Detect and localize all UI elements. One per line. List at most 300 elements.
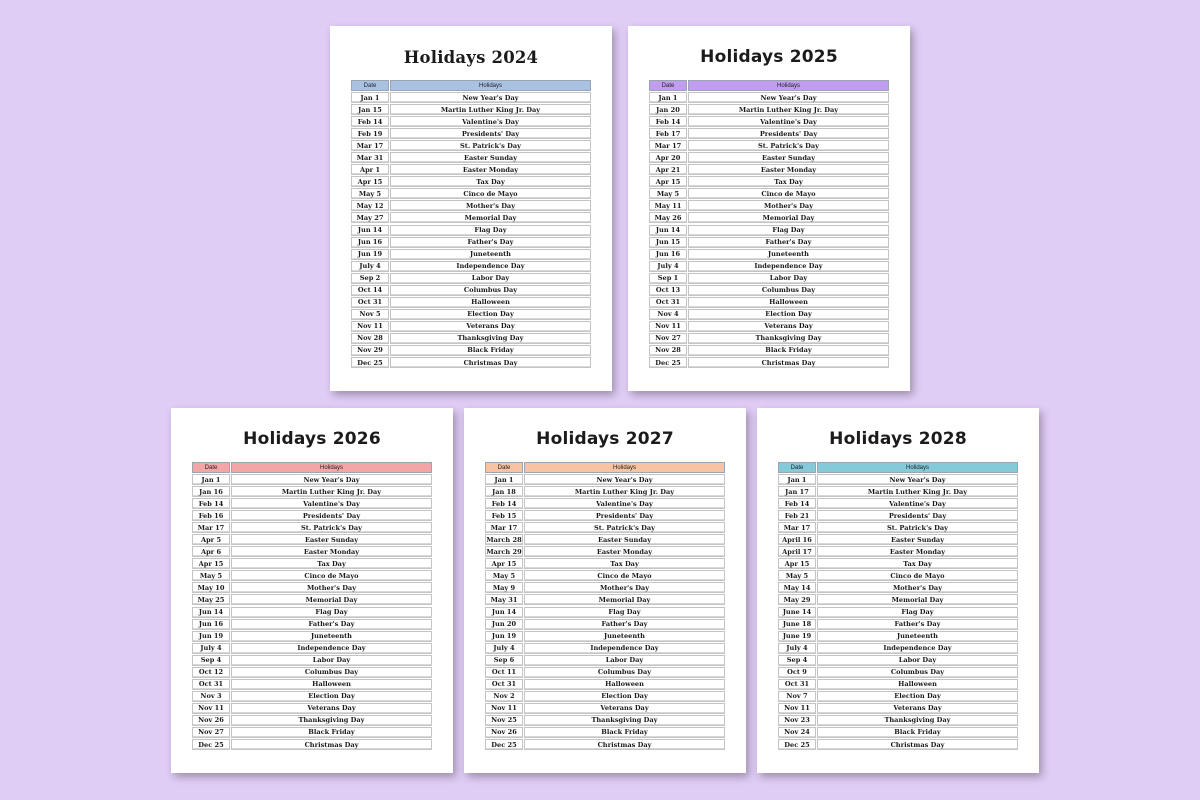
table-row [649,116,889,127]
table-row [351,176,591,187]
row-date: Nov 26 [192,715,230,726]
table-row [351,345,591,356]
row-holiday: Black Friday [524,727,725,738]
table-row [485,667,725,678]
row-date: Mar 17 [192,522,230,533]
table-row [351,92,591,103]
row-holiday: Halloween [231,679,432,690]
table-row [649,164,889,175]
row-date: July 4 [649,261,687,272]
row-date: Jan 1 [192,474,230,485]
holiday-sheet-2028 [757,408,1039,773]
table-row [192,727,432,738]
row-holiday: Independence Day [524,643,725,654]
row-date: Nov 29 [351,345,389,356]
row-date: Nov 5 [351,309,389,320]
table-row [192,582,432,593]
table-row [778,582,1018,593]
row-holiday: Election Day [817,691,1018,702]
row-holiday: Presidents' Day [231,510,432,521]
table-row [192,558,432,569]
row-holiday: Easter Sunday [524,534,725,545]
row-date: Apr 20 [649,152,687,163]
row-date: Jan 17 [778,486,816,497]
row-holiday: Tax Day [231,558,432,569]
table-row [778,643,1018,654]
table-row [192,594,432,605]
row-date: May 12 [351,200,389,211]
table-row [778,534,1018,545]
row-date: Feb 14 [485,498,523,509]
table-row [649,104,889,115]
row-holiday: Flag Day [524,607,725,618]
row-date: July 4 [192,643,230,654]
table-row [485,570,725,581]
row-holiday: New Year's Day [390,92,591,103]
row-holiday: New Year's Day [688,92,889,103]
header-date: Date [351,80,389,91]
row-holiday: New Year's Day [231,474,432,485]
table-row [485,727,725,738]
row-holiday: Cinco de Mayo [390,188,591,199]
row-date: Mar 17 [351,140,389,151]
row-holiday: Christmas Day [524,739,725,750]
holiday-sheet-2026 [171,408,453,773]
row-date: Jan 15 [351,104,389,115]
row-holiday: Black Friday [231,727,432,738]
row-date: Nov 11 [649,321,687,332]
row-date: May 10 [192,582,230,593]
table-row [351,212,591,223]
table-row [485,510,725,521]
row-holiday: Halloween [817,679,1018,690]
row-holiday: St. Patrick's Day [231,522,432,533]
row-date: Jun 19 [485,631,523,642]
row-holiday: Cinco de Mayo [817,570,1018,581]
row-holiday: Columbus Day [817,667,1018,678]
table-row [485,486,725,497]
row-holiday: Labor Day [817,655,1018,666]
row-date: Apr 6 [192,546,230,557]
row-date: Jun 19 [192,631,230,642]
table-row [351,261,591,272]
header-date: Date [485,462,523,473]
row-holiday: Veterans Day [688,321,889,332]
table-row [485,691,725,702]
row-date: May 26 [649,212,687,223]
row-date: July 4 [778,643,816,654]
row-holiday: Easter Monday [817,546,1018,557]
row-date: Nov 3 [192,691,230,702]
row-holiday: Valentine's Day [817,498,1018,509]
row-date: May 25 [192,594,230,605]
table-row [192,643,432,654]
header-holidays: Holidays [524,462,725,473]
table-row [778,510,1018,521]
header-holidays: Holidays [817,462,1018,473]
row-date: June 19 [778,631,816,642]
table-row [778,667,1018,678]
table-row [351,285,591,296]
row-holiday: Martin Luther King Jr. Day [688,104,889,115]
row-date: Nov 24 [778,727,816,738]
table-row [485,522,725,533]
row-holiday: Independence Day [390,261,591,272]
header-date: Date [778,462,816,473]
row-date: Sep 6 [485,655,523,666]
table-row [351,357,591,368]
table-row [778,619,1018,630]
row-date: Feb 14 [778,498,816,509]
table-row [649,273,889,284]
table-row [649,285,889,296]
row-date: July 4 [351,261,389,272]
row-holiday: Easter Sunday [231,534,432,545]
row-holiday: Columbus Day [390,285,591,296]
row-date: June 14 [778,607,816,618]
row-date: Feb 14 [649,116,687,127]
row-holiday: Juneteenth [524,631,725,642]
row-date: May 14 [778,582,816,593]
table-row [192,739,432,750]
row-holiday: Election Day [390,309,591,320]
table-row [192,655,432,666]
table-row [485,594,725,605]
row-holiday: Easter Monday [231,546,432,557]
table-row [778,607,1018,618]
row-holiday: Easter Monday [390,164,591,175]
table-row [778,739,1018,750]
row-holiday: Black Friday [688,345,889,356]
row-date: Oct 31 [192,679,230,690]
row-holiday: Labor Day [390,273,591,284]
row-holiday: Presidents' Day [524,510,725,521]
row-holiday: Martin Luther King Jr. Day [817,486,1018,497]
table-row [192,607,432,618]
row-holiday: St. Patrick's Day [524,522,725,533]
row-holiday: Flag Day [688,225,889,236]
table-row [192,703,432,714]
row-date: May 5 [351,188,389,199]
row-date: Apr 15 [192,558,230,569]
header-holidays: Holidays [688,80,889,91]
table-row [351,297,591,308]
row-date: Jun 14 [351,225,389,236]
row-holiday: St. Patrick's Day [390,140,591,151]
row-date: Mar 17 [649,140,687,151]
table-row [649,128,889,139]
table-row [649,249,889,260]
row-holiday: Easter Monday [524,546,725,557]
row-holiday: Flag Day [231,607,432,618]
row-date: Nov 27 [649,333,687,344]
row-holiday: Independence Day [688,261,889,272]
row-date: Nov 2 [485,691,523,702]
table-row [192,522,432,533]
row-date: Apr 1 [351,164,389,175]
table-row [351,225,591,236]
row-holiday: Christmas Day [817,739,1018,750]
row-date: May 29 [778,594,816,605]
row-date: Dec 25 [649,357,687,368]
table-row [778,691,1018,702]
table-row [192,486,432,497]
row-holiday: Thanksgiving Day [524,715,725,726]
row-holiday: Columbus Day [231,667,432,678]
row-date: Nov 11 [351,321,389,332]
row-date: Jan 1 [351,92,389,103]
table-row [649,237,889,248]
row-date: Apr 15 [649,176,687,187]
table-row [351,164,591,175]
row-holiday: Valentine's Day [688,116,889,127]
row-holiday: Election Day [231,691,432,702]
row-date: Nov 25 [485,715,523,726]
row-holiday: Flag Day [390,225,591,236]
table-row [351,321,591,332]
row-holiday: Presidents' Day [688,128,889,139]
table-row [485,739,725,750]
row-date: Sep 2 [351,273,389,284]
table-row [649,92,889,103]
row-date: Feb 14 [192,498,230,509]
table-row [778,727,1018,738]
row-holiday: Flag Day [817,607,1018,618]
row-date: Feb 17 [649,128,687,139]
header-holidays: Holidays [231,462,432,473]
row-holiday: Easter Sunday [817,534,1018,545]
row-date: Dec 25 [192,739,230,750]
row-holiday: Juneteenth [688,249,889,260]
row-holiday: Halloween [688,297,889,308]
row-date: July 4 [485,643,523,654]
row-date: Feb 19 [351,128,389,139]
table-row [778,486,1018,497]
table-row [649,309,889,320]
row-date: Mar 31 [351,152,389,163]
table-row [778,594,1018,605]
table-row [485,498,725,509]
row-date: Feb 14 [351,116,389,127]
row-date: Mar 17 [778,522,816,533]
row-holiday: Labor Day [231,655,432,666]
row-date: Jan 1 [649,92,687,103]
table-row [778,498,1018,509]
row-holiday: Memorial Day [688,212,889,223]
row-holiday: Father's Day [390,237,591,248]
table-row [485,558,725,569]
table-row [485,679,725,690]
row-date: Jan 1 [485,474,523,485]
row-holiday: Black Friday [390,345,591,356]
row-date: Nov 11 [192,703,230,714]
row-holiday: Easter Sunday [390,152,591,163]
row-holiday: Thanksgiving Day [817,715,1018,726]
row-holiday: Valentine's Day [390,116,591,127]
row-holiday: Black Friday [817,727,1018,738]
row-date: May 31 [485,594,523,605]
table-row [778,558,1018,569]
row-date: Feb 16 [192,510,230,521]
table-row [649,321,889,332]
table-row [649,333,889,344]
row-holiday: Tax Day [524,558,725,569]
table-row [192,691,432,702]
row-holiday: Christmas Day [688,357,889,368]
row-date: March 28 [486,535,522,544]
row-holiday: Veterans Day [817,703,1018,714]
table-row [192,546,432,557]
row-holiday: Valentine's Day [231,498,432,509]
table-row [351,333,591,344]
row-holiday: Labor Day [688,273,889,284]
table-row [778,570,1018,581]
row-holiday: Columbus Day [688,285,889,296]
row-date: Sep 4 [192,655,230,666]
row-date: May 11 [649,200,687,211]
table-row [649,225,889,236]
table-row [192,679,432,690]
table-row [485,534,725,545]
table-row [778,522,1018,533]
row-date: Oct 31 [649,297,687,308]
table-row [649,200,889,211]
sheet-title: Holidays 2028 [829,429,967,449]
table-row [485,703,725,714]
row-holiday: Election Day [524,691,725,702]
table-row [192,667,432,678]
table-header [192,462,432,473]
row-date: Dec 25 [778,739,816,750]
row-date: Nov 7 [778,691,816,702]
row-date: Apr 15 [351,176,389,187]
table-row [351,128,591,139]
table-row [649,345,889,356]
table-row [778,474,1018,485]
table-row [485,607,725,618]
row-date: Jun 19 [351,249,389,260]
row-holiday: Labor Day [524,655,725,666]
row-holiday: Veterans Day [390,321,591,332]
holiday-sheet-2027 [464,408,746,773]
row-holiday: Juneteenth [817,631,1018,642]
header-date: Date [649,80,687,91]
row-date: Jun 16 [649,249,687,260]
table-row [351,237,591,248]
table-row [778,631,1018,642]
table-row [351,273,591,284]
table-row [485,546,725,557]
row-date: Nov 11 [778,703,816,714]
table-row [192,570,432,581]
row-holiday: Tax Day [390,176,591,187]
row-date: Oct 12 [192,667,230,678]
row-date: May 9 [485,582,523,593]
table-row [649,140,889,151]
row-date: May 27 [351,212,389,223]
row-holiday: Christmas Day [390,357,591,368]
table-row [192,631,432,642]
table-row [192,619,432,630]
table-row [485,631,725,642]
row-date: May 5 [778,570,816,581]
row-date: Jun 16 [192,619,230,630]
holiday-table [192,462,432,751]
row-holiday: Mother's Day [524,582,725,593]
row-holiday: Independence Day [231,643,432,654]
row-date: Jun 14 [192,607,230,618]
row-date: April 16 [778,534,816,545]
row-date: Jan 1 [778,474,816,485]
row-holiday: St. Patrick's Day [688,140,889,151]
row-holiday: Tax Day [817,558,1018,569]
row-date: Oct 31 [485,679,523,690]
table-row [192,510,432,521]
row-holiday: Martin Luther King Jr. Day [231,486,432,497]
row-holiday: Mother's Day [688,200,889,211]
table-row [192,474,432,485]
table-row [351,188,591,199]
row-holiday: Thanksgiving Day [390,333,591,344]
row-holiday: Independence Day [817,643,1018,654]
row-date: Sep 4 [778,655,816,666]
row-holiday: St. Patrick's Day [817,522,1018,533]
holiday-table [485,462,725,751]
row-date: Oct 9 [778,667,816,678]
row-holiday: Mother's Day [231,582,432,593]
row-holiday: Memorial Day [390,212,591,223]
row-date: May 5 [485,570,523,581]
row-holiday: Cinco de Mayo [524,570,725,581]
table-row [351,309,591,320]
table-row [778,703,1018,714]
row-holiday: Thanksgiving Day [231,715,432,726]
holiday-sheet-2024 [330,26,612,391]
row-holiday: Father's Day [817,619,1018,630]
table-row [351,140,591,151]
row-date: June 18 [778,619,816,630]
row-date: Apr 21 [649,164,687,175]
row-holiday: Easter Monday [688,164,889,175]
table-row [649,188,889,199]
row-date: Jun 16 [351,237,389,248]
row-date: Dec 25 [485,739,523,750]
row-date: Nov 27 [192,727,230,738]
table-row [649,357,889,368]
row-date: Jun 20 [485,619,523,630]
table-row [778,679,1018,690]
row-holiday: Memorial Day [231,594,432,605]
table-row [192,498,432,509]
table-header [351,80,591,91]
row-holiday: Thanksgiving Day [688,333,889,344]
row-date: Jun 15 [649,237,687,248]
table-row [351,249,591,260]
row-holiday: Columbus Day [524,667,725,678]
row-date: Nov 11 [485,703,523,714]
sheet-title: Holidays 2024 [403,48,539,67]
row-holiday: Martin Luther King Jr. Day [524,486,725,497]
holiday-sheet-2025 [628,26,910,391]
table-row [778,546,1018,557]
row-holiday: Veterans Day [524,703,725,714]
sheet-title: Holidays 2027 [536,429,674,449]
table-row [192,534,432,545]
row-date: April 17 [778,546,816,557]
table-row [351,116,591,127]
row-date: Jun 14 [649,225,687,236]
row-date: Oct 11 [485,667,523,678]
